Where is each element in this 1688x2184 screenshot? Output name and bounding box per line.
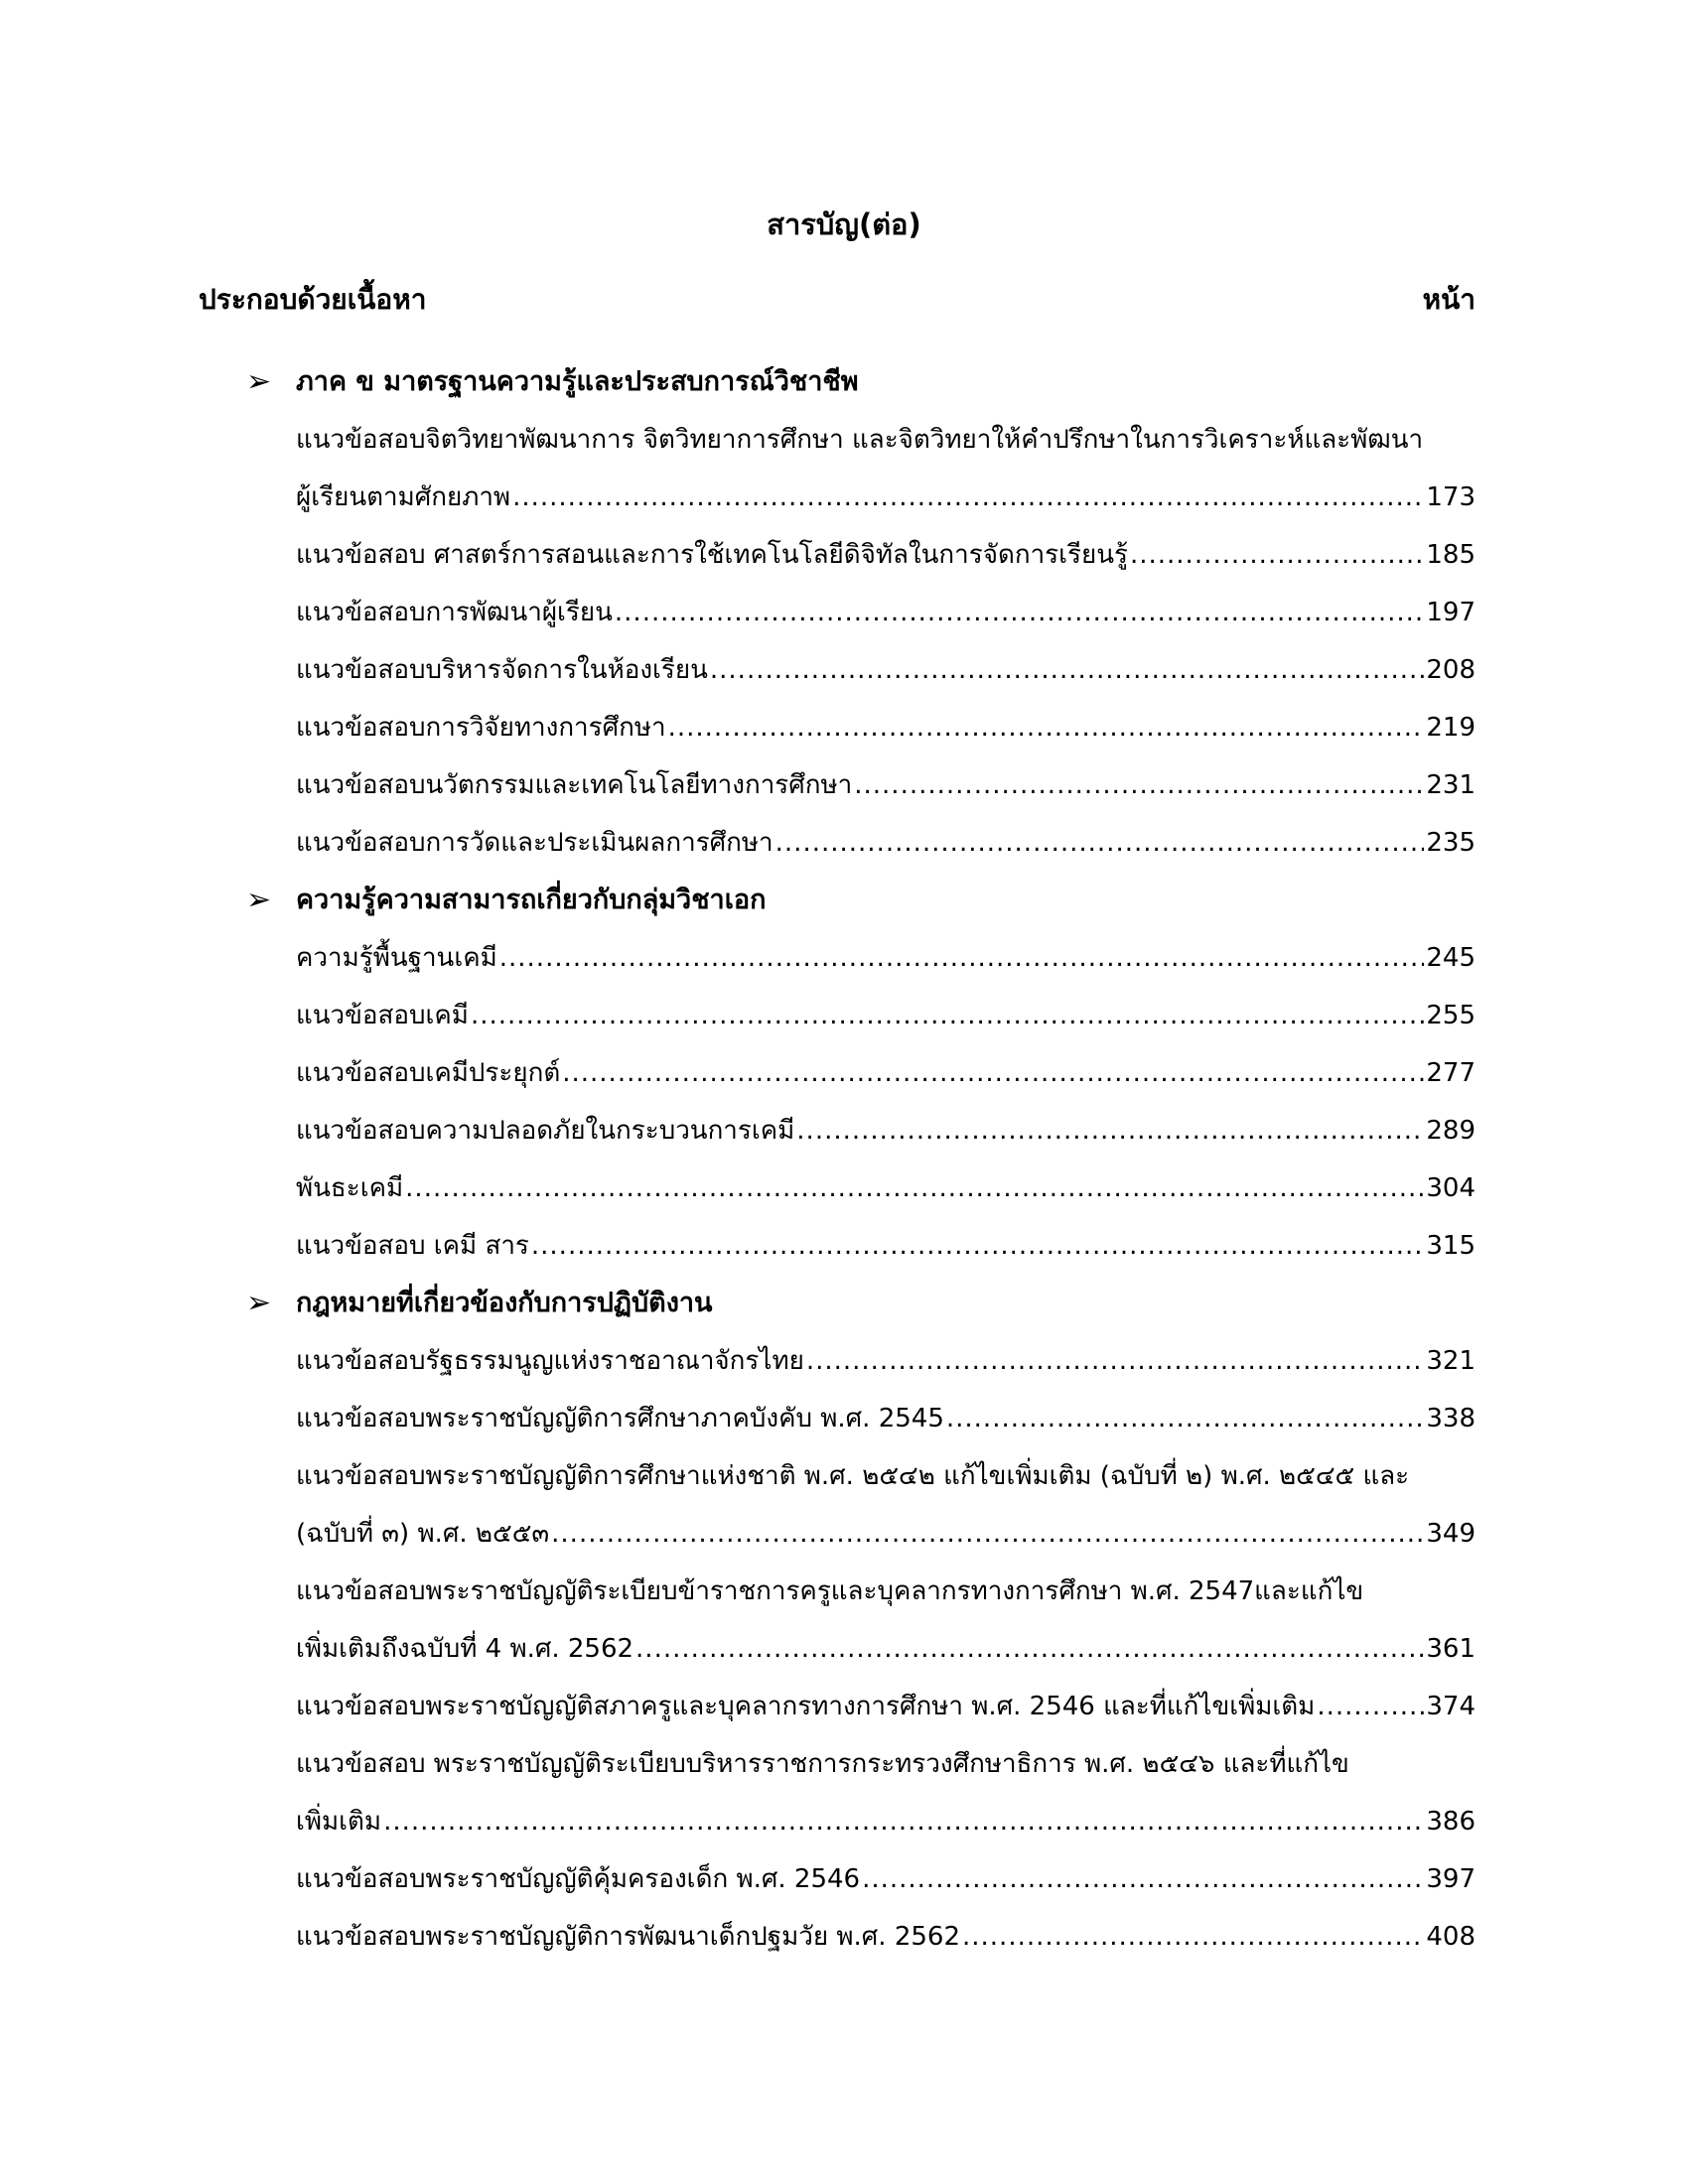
toc-entry-text: แนวข้อสอบบริหารจัดการในห้องเรียน [296, 655, 708, 685]
arrow-bullet-icon: ➢ [246, 1286, 272, 1320]
dot-leader [531, 1217, 1424, 1275]
toc-entry-line [296, 1332, 1476, 1390]
section-heading [199, 872, 1476, 929]
arrow-bullet-icon: ➢ [246, 364, 272, 399]
toc-entry-text: แนวข้อสอบเคมีประยุกต์ [296, 1058, 561, 1088]
toc-entry-line [296, 1793, 1476, 1850]
toc-entry [199, 1678, 1476, 1735]
dot-leader [562, 1044, 1424, 1102]
toc-entry-text: แนวข้อสอบ เคมี สาร [296, 1231, 529, 1261]
page-number: 374 [1426, 1692, 1476, 1721]
page-column-label: หน้า [1422, 283, 1476, 316]
toc-entry-text: แนวข้อสอบการวัดและประเมินผลการศึกษา [296, 828, 774, 858]
toc-entry-line [296, 814, 1476, 872]
arrow-bullet-icon: ➢ [246, 883, 272, 917]
toc-entry [199, 641, 1476, 699]
contents-label: ประกอบด้วยเนื้อหา [199, 283, 427, 316]
page-number: 185 [1426, 540, 1476, 570]
toc-entry-line [296, 929, 1476, 987]
toc-entry [199, 1563, 1476, 1678]
toc-entry-text: แนวข้อสอบรัฐธรรมนูญแห่งราชอาณาจักรไทย [296, 1346, 804, 1376]
toc-entry [199, 699, 1476, 756]
toc-header [199, 270, 1476, 330]
dot-leader [962, 1908, 1424, 1966]
dot-leader [796, 1102, 1424, 1160]
toc-entry-text: แนวข้อสอบพระราชบัญญัติคุ้มครองเด็ก พ.ศ. 2546 [296, 1864, 861, 1894]
toc-entry [199, 584, 1476, 641]
toc-entry-line [296, 1620, 1476, 1678]
page-number: 408 [1426, 1922, 1476, 1952]
toc-entry [199, 1217, 1476, 1275]
dot-leader [405, 1160, 1424, 1217]
page-number: 208 [1426, 655, 1476, 685]
toc-entry-text: ผู้เรียนตามศักยภาพ [296, 482, 511, 512]
section-heading-text: ความรู้ความสามารถเกี่ยวกับกลุ่มวิชาเอก [296, 885, 767, 915]
dot-leader [1317, 1678, 1424, 1735]
toc-entry-text: แนวข้อสอบเคมี [296, 1001, 469, 1030]
toc-entry-line [296, 1102, 1476, 1160]
toc-entry [199, 1390, 1476, 1447]
dot-leader [635, 1620, 1424, 1678]
toc-entry-line [296, 584, 1476, 641]
toc-entry-line [296, 469, 1476, 526]
dot-leader [551, 1505, 1424, 1563]
page-number: 173 [1426, 482, 1476, 512]
toc-entry [199, 814, 1476, 872]
section-heading [199, 1275, 1476, 1332]
table-of-contents [199, 353, 1476, 1966]
page-number: 349 [1426, 1519, 1476, 1549]
page-number: 338 [1426, 1404, 1476, 1433]
toc-entry-line [296, 1850, 1476, 1908]
toc-entry [199, 756, 1476, 814]
dot-leader [383, 1793, 1424, 1850]
toc-entry-text: แนวข้อสอบจิตวิทยาพัฒนาการ จิตวิทยาการศึกษา และจิตวิทยาให้คำปรึกษาในการวิเคราะห์และพัฒนา [296, 425, 1424, 455]
page-number: 219 [1426, 713, 1476, 743]
toc-entry-line [296, 526, 1476, 584]
dot-leader [854, 756, 1424, 814]
toc-entry-line [296, 987, 1476, 1044]
section-heading-text: ภาค ข มาตรฐานความรู้และประสบการณ์วิชาชีพ [296, 366, 859, 397]
toc-entry-text: แนวข้อสอบการพัฒนาผู้เรียน [296, 598, 613, 627]
page-number: 321 [1426, 1346, 1476, 1376]
toc-entry [199, 1735, 1476, 1850]
dot-leader [499, 929, 1425, 987]
toc-entry-line [296, 1217, 1476, 1275]
toc-entry [199, 1332, 1476, 1390]
dot-leader [946, 1390, 1424, 1447]
toc-entry-text: แนวข้อสอบพระราชบัญญัติการพัฒนาเด็กปฐมวัย พ.ศ. 2562 [296, 1922, 960, 1952]
dot-leader [710, 641, 1424, 699]
dot-leader [668, 699, 1425, 756]
page-title: สารบัญ(ต่อ) [767, 207, 921, 241]
page-number: 386 [1426, 1807, 1476, 1837]
toc-entry-text: แนวข้อสอบพระราชบัญญัติระเบียบข้าราชการครูและบุคลากรทางการศึกษา พ.ศ. 2547และแก้ไข [296, 1576, 1364, 1606]
page-number: 289 [1426, 1116, 1476, 1146]
section-heading-text: กฎหมายที่เกี่ยวข้องกับการปฏิบัติงาน [296, 1288, 713, 1318]
toc-entry [199, 1044, 1476, 1102]
toc-entry-text: เพิ่มเติม [296, 1807, 382, 1837]
toc-entry-line [296, 1678, 1476, 1735]
page-number: 361 [1426, 1634, 1476, 1664]
toc-entry-text: แนวข้อสอบความปลอดภัยในกระบวนการเคมี [296, 1116, 795, 1146]
toc-entry-text: แนวข้อสอบพระราชบัญญัติการศึกษาแห่งชาติ พ.ศ. ๒๕๔๒ แก้ไขเพิ่มเติม (ฉบับที่ ๒) พ.ศ. ๒๕๔๕ และ [296, 1461, 1410, 1491]
toc-entry [199, 929, 1476, 987]
toc-entry-text: ความรู้พื้นฐานเคมี [296, 943, 497, 973]
toc-entry [199, 1908, 1476, 1966]
toc-entry-line [296, 1160, 1476, 1217]
toc-entry-text: เพิ่มเติมถึงฉบับที่ 4 พ.ศ. 2562 [296, 1634, 634, 1664]
page-number: 235 [1426, 828, 1476, 858]
toc-entry-line [296, 699, 1476, 756]
page-number: 255 [1426, 1001, 1476, 1030]
toc-entry [199, 1447, 1476, 1563]
toc-entry [199, 411, 1476, 526]
toc-entry-text: แนวข้อสอบ พระราชบัญญัติระเบียบบริหารราชการกระทรวงศึกษาธิการ พ.ศ. ๒๕๔๖ และที่แก้ไข [296, 1749, 1349, 1779]
toc-entry [199, 987, 1476, 1044]
toc-entry-text: (ฉบับที่ ๓) พ.ศ. ๒๕๕๓ [296, 1519, 550, 1549]
toc-entry [199, 1160, 1476, 1217]
toc-entry-line [296, 1044, 1476, 1102]
toc-entry-text: แนวข้อสอบพระราชบัญญัติการศึกษาภาคบังคับ พ.ศ. 2545 [296, 1404, 944, 1433]
toc-entry-line [296, 1505, 1476, 1563]
toc-entry-text: แนวข้อสอบการวิจัยทางการศึกษา [296, 713, 666, 743]
dot-leader [512, 469, 1424, 526]
toc-entry-line [296, 1908, 1476, 1966]
toc-entry [199, 1102, 1476, 1160]
dot-leader [862, 1850, 1424, 1908]
dot-leader [471, 987, 1424, 1044]
toc-entry-text: แนวข้อสอบพระราชบัญญัติสภาครูและบุคลากรทางการศึกษา พ.ศ. 2546 และที่แก้ไขเพิ่มเติม [296, 1692, 1316, 1721]
toc-entry-text: แนวข้อสอบนวัตกรรมและเทคโนโลยีทางการศึกษา [296, 770, 853, 800]
toc-entry-text: แนวข้อสอบ ศาสตร์การสอนและการใช้เทคโนโลยีดิจิทัลในการจัดการเรียนรู้ [296, 540, 1128, 570]
page-number: 304 [1426, 1173, 1476, 1203]
page-number: 231 [1426, 770, 1476, 800]
toc-entry [199, 1850, 1476, 1908]
page-number: 397 [1426, 1864, 1476, 1894]
toc-entry-line [296, 1390, 1476, 1447]
dot-leader [1130, 526, 1424, 584]
dot-leader [615, 584, 1424, 641]
page-number: 197 [1426, 598, 1476, 627]
toc-entry-line [296, 641, 1476, 699]
section-heading [199, 353, 1476, 411]
toc-entry-text: พันธะเคมี [296, 1173, 404, 1203]
toc-entry-line [296, 756, 1476, 814]
dot-leader [806, 1332, 1425, 1390]
page-number: 277 [1426, 1058, 1476, 1088]
page-number: 245 [1426, 943, 1476, 973]
page-number: 315 [1426, 1231, 1476, 1261]
toc-entry [199, 526, 1476, 584]
dot-leader [775, 814, 1425, 872]
